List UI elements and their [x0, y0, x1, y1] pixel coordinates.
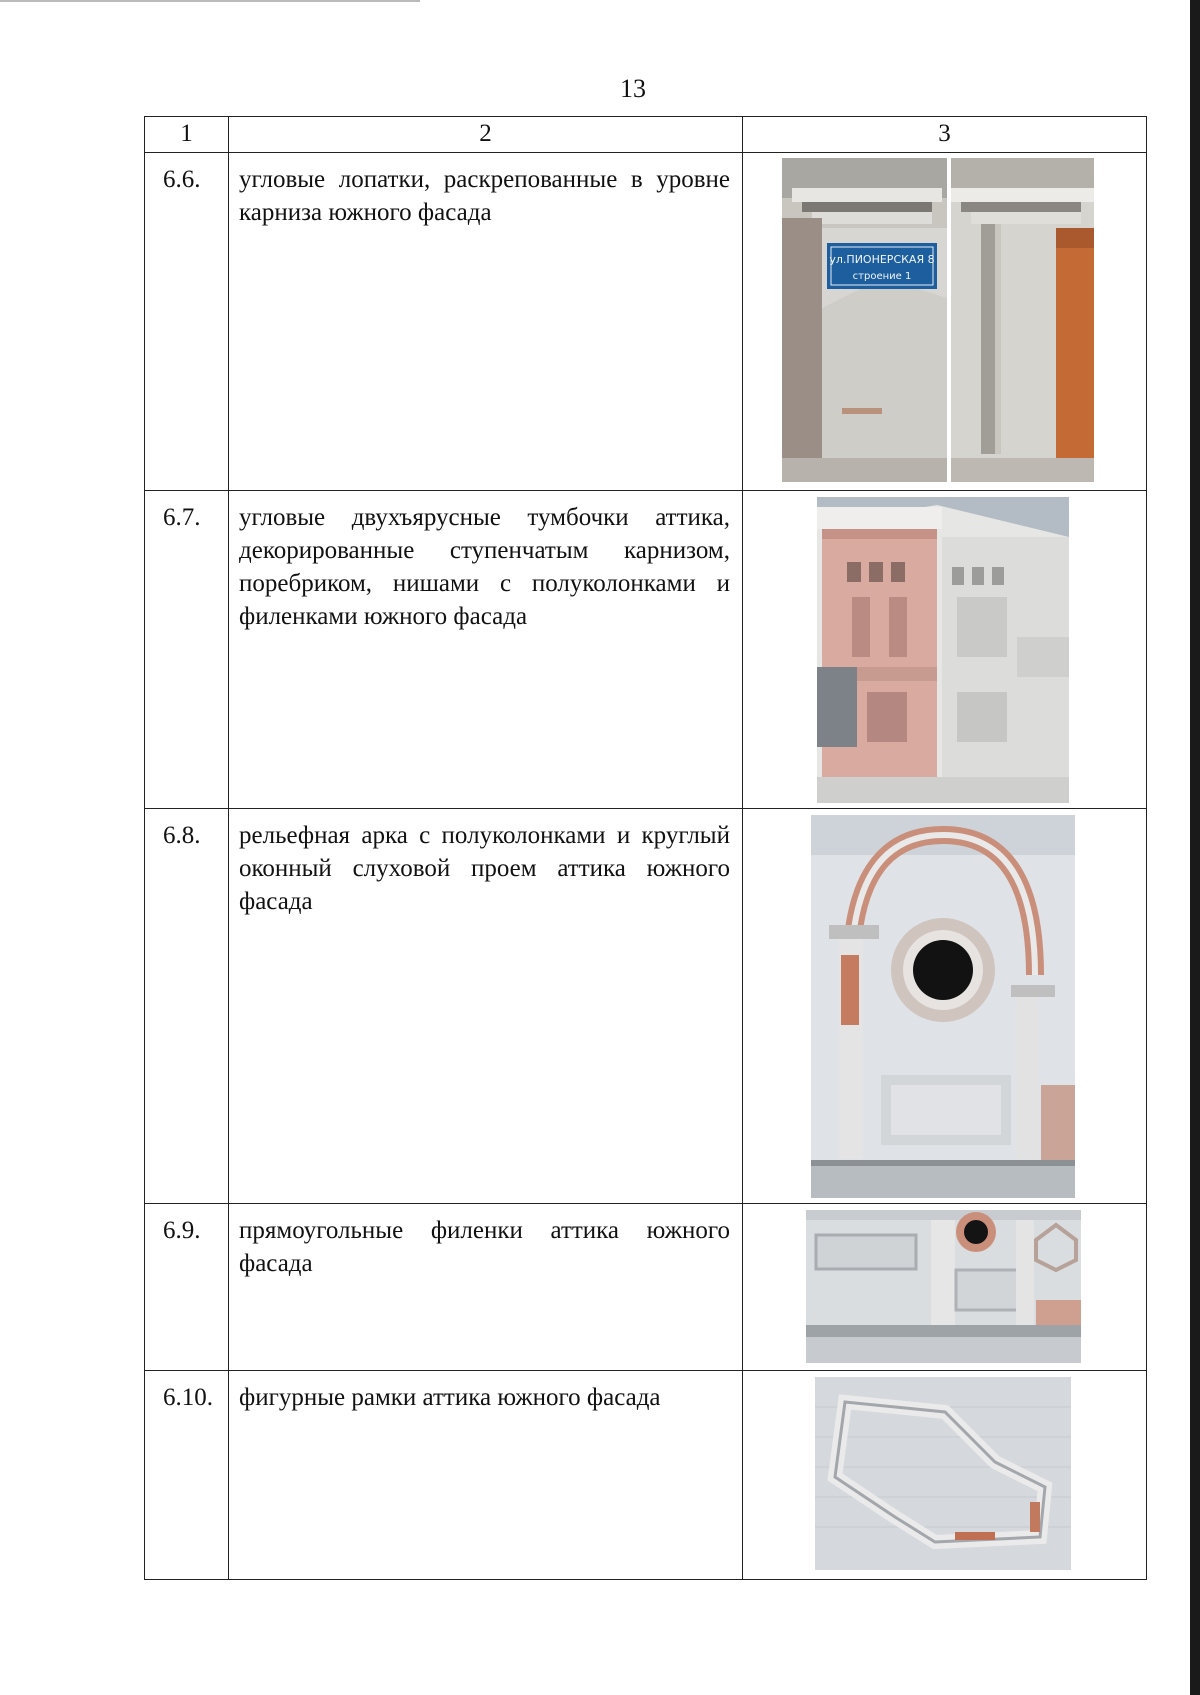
sign-line-2: строение 1	[852, 271, 912, 282]
page-number: 13	[620, 74, 646, 103]
photo-figured-frames	[815, 1377, 1071, 1570]
photo-attic-pedestals	[817, 497, 1069, 803]
row-description: фигурные рамки аттика южного фасада	[229, 1371, 743, 1580]
row-description: угловые лопатки, раскрепованные в уровне карниза южного фасада	[229, 153, 743, 491]
table-row	[145, 1371, 1147, 1580]
row-description: прямоугольные филенки аттика южного фасада	[229, 1204, 743, 1371]
row-photo-cell	[743, 153, 1147, 491]
table-row	[145, 491, 1147, 809]
header-cell-1: 1	[145, 117, 229, 153]
row-photo-cell	[743, 1371, 1147, 1580]
scan-right-edge	[1190, 0, 1200, 1695]
row-number: 6.10.	[145, 1371, 229, 1580]
header-cell-2: 2	[229, 117, 743, 153]
sign-line-1: ул.ПИОНЕРСКАЯ 8	[829, 253, 935, 266]
row-number: 6.8.	[145, 809, 229, 1204]
table-row	[145, 809, 1147, 1204]
photo-pilaster-left	[782, 158, 947, 482]
row-number: 6.9.	[145, 1204, 229, 1371]
table-row	[145, 1204, 1147, 1371]
photo-arch-round-window	[811, 815, 1075, 1198]
row-photo-cell	[743, 1204, 1147, 1371]
photo-rect-panels	[806, 1210, 1081, 1363]
features-table	[144, 116, 1147, 1580]
table-header-row	[145, 117, 1147, 153]
photo-pilaster-right	[951, 158, 1094, 482]
scan-top-edge	[0, 0, 420, 2]
row-description: угловые двухъярусные тумбочки аттика, декорированные ступенчатым карнизом, поребриком, нишами с полуколонками и филенками южного фасада	[229, 491, 743, 809]
row-number: 6.7.	[145, 491, 229, 809]
row-description: рельефная арка с полуколонками и круглый оконный слуховой проем аттика южного фасада	[229, 809, 743, 1204]
row-photo-cell	[743, 809, 1147, 1204]
header-cell-3: 3	[743, 117, 1147, 153]
table-row	[145, 153, 1147, 491]
row-number: 6.6.	[145, 153, 229, 491]
row-photo-cell	[743, 491, 1147, 809]
